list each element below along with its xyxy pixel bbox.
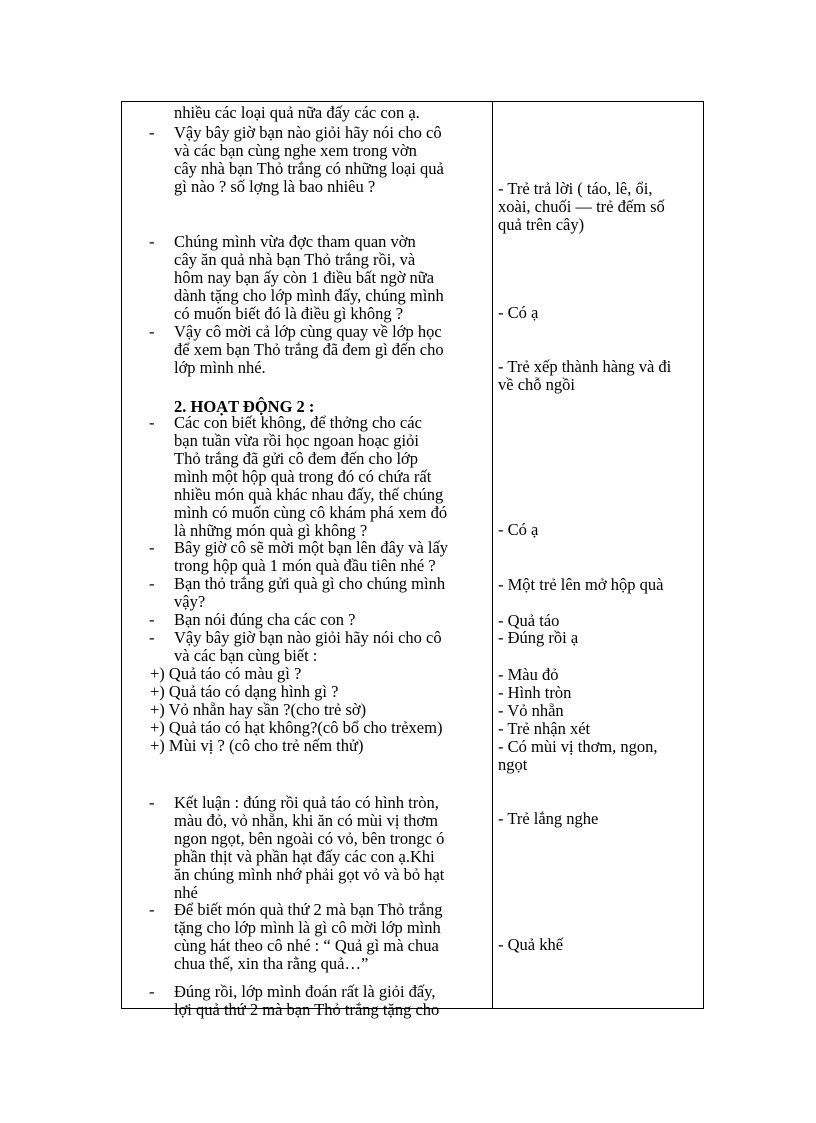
child-response-line: - Có ạ	[498, 303, 539, 322]
teacher-text-line: và các bạn cùng biết :	[174, 646, 318, 665]
teacher-text-line: mình có muốn cùng cô khám phá xem đó	[174, 503, 448, 522]
teacher-text-line: Các con biết không, để thởng cho các	[174, 413, 422, 432]
teacher-text-line: để xem bạn Thỏ trắng đã đem gì đến cho	[174, 340, 444, 359]
bullet-dash: -	[149, 413, 155, 432]
bullet-dash: -	[149, 982, 155, 1001]
teacher-text-line: và các bạn cùng nghe xem trong vờn	[174, 141, 417, 160]
teacher-text-line: Thỏ trắng đã gửi cô đem đến cho lớp	[174, 449, 419, 468]
teacher-text-line: bạn tuần vừa rồi học ngoan hoạc giỏi	[174, 431, 419, 450]
bullet-dash: -	[149, 574, 155, 593]
teacher-text-line: ngon ngọt, bên ngoài có vỏ, bên trongc ó	[174, 829, 445, 848]
teacher-text-line: cây nhà bạn Thỏ trắng có những loại quả	[174, 159, 444, 178]
teacher-text-line: nhiều món quà khác nhau đấy, thế chúng	[174, 485, 444, 504]
teacher-text-line: ăn chúng mình nhớ phải gọt vỏ và bỏ hạt	[174, 865, 445, 884]
child-response-line: - Trẻ lắng nghe	[498, 809, 599, 828]
teacher-text-line: nhé	[174, 883, 198, 902]
child-response-line: - Hình tròn	[498, 683, 572, 702]
teacher-text-line: trong hộp quà 1 món quà đầu tiên nhé ?	[174, 556, 436, 575]
bullet-dash: -	[149, 538, 155, 557]
teacher-text-line: vậy?	[174, 592, 206, 611]
teacher-text-line: gì nào ? số lợng là bao nhiêu ?	[174, 177, 376, 196]
teacher-text-line: là những món quà gì không ?	[174, 521, 368, 540]
child-response-line: - Có ạ	[498, 520, 539, 539]
child-response-line: - Trẻ trả lời ( táo, lê, ổi,	[498, 179, 653, 198]
bullet-dash: -	[149, 123, 155, 142]
teacher-text-line: phần thịt và phần hạt đấy các con ạ.Khi	[174, 847, 435, 866]
teacher-text-line: Để biết món quà thứ 2 mà bạn Thỏ trắng	[174, 900, 443, 919]
teacher-text-line: Vậy bây giờ bạn nào giỏi hãy nói cho cô	[174, 123, 442, 142]
column-divider	[492, 101, 493, 1009]
teacher-text-line: +) Vỏ nhẵn hay sần ?(cho trẻ sờ)	[150, 700, 367, 719]
child-response-line: ngọt	[498, 755, 528, 774]
teacher-text-line: Vậy bây giờ bạn nào giỏi hãy nói cho cô	[174, 628, 442, 647]
child-response-line: xoài, chuối — trẻ đếm số	[498, 197, 665, 216]
teacher-text-line: mình một hộp quà trong đó có chứa rất	[174, 467, 432, 486]
bullet-dash: -	[149, 793, 155, 812]
child-response-line: - Trẻ nhận xét	[498, 719, 591, 738]
teacher-text-line: +) Quả táo có hạt không?(cô bổ cho trẻxem)	[150, 718, 443, 737]
child-response-line: - Trẻ xếp thành hàng và đi	[498, 357, 672, 376]
child-response-line: - Có mùi vị thơm, ngon,	[498, 737, 658, 756]
teacher-text-line: Bây giờ cô sẽ mời một bạn lên đây và lấy	[174, 538, 449, 557]
teacher-text-line: +) Mùi vị ? (cô cho trẻ nếm thử)	[150, 736, 364, 755]
teacher-text-line: hôm nay bạn ấy còn 1 điều bất ngờ nữa	[174, 268, 435, 287]
teacher-text-line: dành tặng cho lớp mình đấy, chúng mình	[174, 286, 444, 305]
teacher-text-line: cây ăn quả nhà bạn Thỏ trắng rồi, và	[174, 250, 416, 269]
teacher-text-line: Vậy cô mời cả lớp cùng quay về lớp học	[174, 322, 442, 341]
bullet-dash: -	[149, 610, 155, 629]
teacher-text-line: cùng hát theo cô nhé : “ Quả gì mà chua	[174, 936, 439, 955]
child-response-line: - Màu đỏ	[498, 665, 559, 684]
child-response-line: - Vỏ nhẵn	[498, 701, 564, 720]
child-response-line: - Một trẻ lên mở hộp quà	[498, 575, 664, 594]
teacher-text-line: tặng cho lớp mình là gì cô mời lớp mình	[174, 918, 441, 937]
child-response-line: quả trên cây)	[498, 215, 585, 234]
child-response-line: về chỗ ngồi	[498, 375, 575, 394]
bullet-dash: -	[149, 900, 155, 919]
teacher-text-line: +) Quả táo có dạng hình gì ?	[150, 682, 339, 701]
child-response-line: - Quả táo	[498, 611, 560, 630]
child-response-line: - Quả khế	[498, 935, 564, 954]
teacher-text-line: nhiều các loại quả nữa đấy các con ạ.	[174, 103, 420, 122]
teacher-text-line: +) Quả táo có màu gì ?	[150, 664, 302, 683]
teacher-text-line: Chúng mình vừa đợc tham quan vờn	[174, 232, 416, 251]
bullet-dash: -	[149, 628, 155, 647]
bullet-dash: -	[149, 232, 155, 251]
teacher-text-line: lớp mình nhé.	[174, 358, 266, 377]
teacher-text-line: lợi quả thứ 2 mà bạn Thỏ trắng tặng cho	[174, 1000, 440, 1019]
teacher-text-line: Bạn nói đúng cha các con ?	[174, 610, 356, 629]
teacher-text-line: màu đỏ, vỏ nhẵn, khi ăn có mùi vị thơm	[174, 811, 438, 830]
teacher-text-line: Bạn thỏ trắng gửi quà gì cho chúng mình	[174, 574, 446, 593]
section-heading: 2. HOẠT ĐỘNG 2 :	[174, 397, 315, 416]
teacher-text-line: Kết luận : đúng rồi quả táo có hình tròn,	[174, 793, 439, 812]
teacher-text-line: Đúng rồi, lớp mình đoán rất là giỏi đấy,	[174, 982, 436, 1001]
teacher-text-line: có muốn biết đó là điều gì không ?	[174, 304, 404, 323]
child-response-line: - Đúng rồi ạ	[498, 628, 579, 647]
bullet-dash: -	[149, 322, 155, 341]
teacher-text-line: chua thế, xin tha rằng quả…”	[174, 954, 369, 973]
